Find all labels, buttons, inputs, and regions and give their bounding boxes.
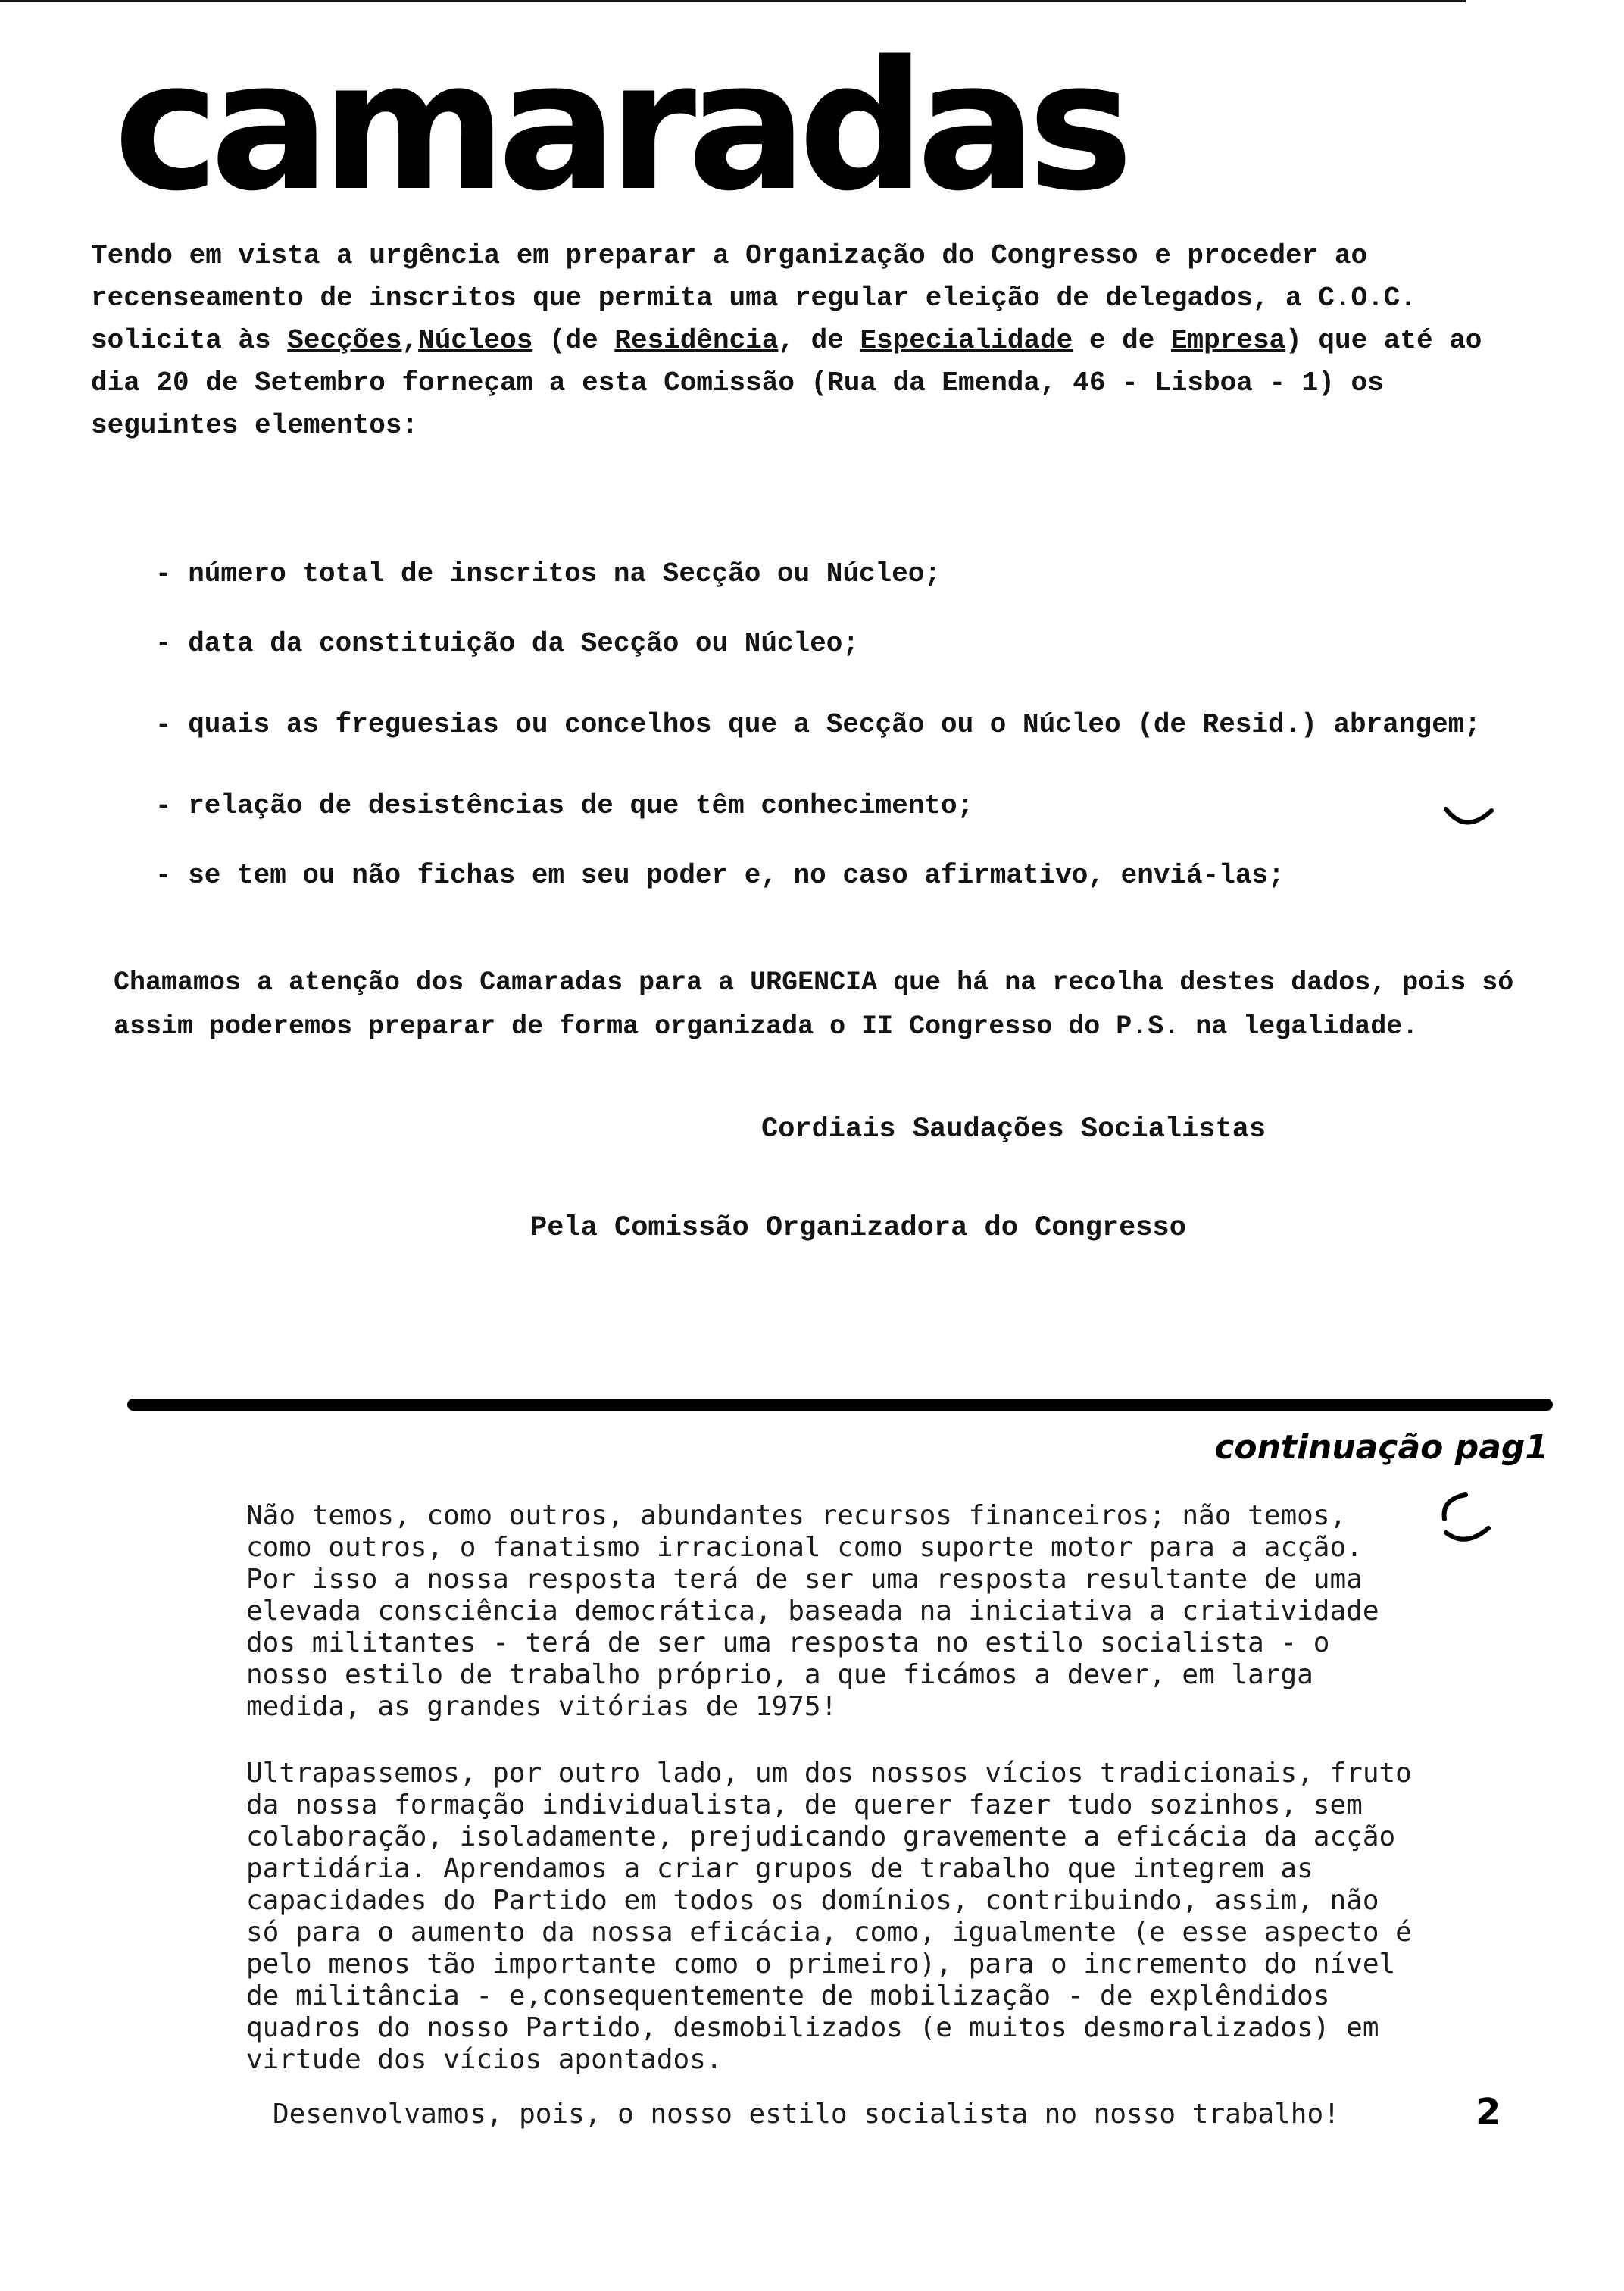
body-paragraph-2: Ultrapassemos, por outro lado, um dos nossos vícios tradicionais, fruto da nossa formação individualista, de querer fazer tudo sozinhos, sem colaboração, isoladamente, prejudicando gravemente a eficácia da acção partidária. Aprendamos a criar grupos de trabalho que integrem as capacidades do Partido em todos os domínios, contribuindo, assim, não só para o aumento da nossa eficácia, como, igualmente (e esse aspecto é pelo menos tão importante como o primeiro), para o incremento do nível de militância - e,consequentemente de mobilização - de explêndidos quadros do nosso Partido, desmobilizados (e muitos desmoralizados) em virtude dos vícios apontados. bbox=[246, 1758, 1412, 2075]
hand-drawn-curve-icon bbox=[1435, 1489, 1496, 1549]
call-paragraph: Chamamos a atenção dos Camaradas para a URGENCIA que há na recolha destes dados, pois só assim poderemos preparar de forma organizada o II Congresso do P.S. na legalidade. bbox=[114, 967, 1514, 1042]
list-item: - quais as freguesias ou concelhos que a Secção ou o Núcleo (de Resid.) abrangem; bbox=[155, 709, 1481, 740]
signature: Pela Comissão Organizadora do Congresso bbox=[530, 1212, 1186, 1244]
section-divider bbox=[127, 1399, 1553, 1411]
intro-text: Tendo em vista a urgência em preparar a Organização do Congresso e proceder ao recenseamento de inscritos que permita uma regular eleição de delegados, a C.O.C. solicita às bbox=[91, 240, 1416, 356]
list-item: - relação de desistências de que têm conhecimento; bbox=[155, 790, 974, 821]
intro-paragraph bbox=[91, 235, 1507, 447]
requested-elements-list bbox=[155, 553, 1549, 924]
link-residencia: Residência bbox=[614, 325, 779, 356]
top-rule bbox=[0, 0, 1466, 2]
link-seccoes: Secções bbox=[287, 325, 402, 356]
continuation-heading: continuação pag1 bbox=[1214, 1428, 1548, 1467]
body-paragraph-3: Desenvolvamos, pois, o nosso estilo socialista no nosso trabalho! bbox=[273, 2099, 1340, 2130]
intro-text: ) que até ao dia 20 de Setembro forneçam a esta Comissão (Rua da Emenda, 46 - Lisboa - 1) os seguintes elementos: bbox=[91, 325, 1482, 441]
intro-comma: , bbox=[401, 325, 419, 356]
page-title: camaradas bbox=[114, 23, 1125, 230]
greeting: Cordiais Saudações Socialistas bbox=[761, 1114, 1266, 1146]
link-empresa: Empresa bbox=[1170, 325, 1286, 356]
intro-text: , de bbox=[778, 325, 860, 356]
page-number: 2 bbox=[1476, 2091, 1501, 2133]
link-especialidade: Especialidade bbox=[860, 325, 1073, 356]
list-item: - data da constituição da Secção ou Núcleo; bbox=[155, 628, 859, 659]
link-nucleos: Núcleos bbox=[418, 325, 533, 356]
body-paragraph-1: Não temos, como outros, abundantes recursos financeiros; não temos, como outros, o fanatismo irracional como suporte motor para a acção. Por isso a nossa resposta terá de ser uma resposta resultante de uma elevada consciência democrática, baseada na iniciativa a criatividade dos militantes - terá de ser uma resposta no estilo socialista - o nosso estilo de trabalho próprio, a que ficámos a dever, em larga medida, as grandes vitórias de 1975! bbox=[246, 1500, 1379, 1722]
intro-text: (de bbox=[532, 325, 615, 356]
list-item: - número total de inscritos na Secção ou Núcleo; bbox=[155, 558, 941, 589]
intro-text: e de bbox=[1073, 325, 1171, 356]
hand-drawn-curve-icon bbox=[1443, 805, 1496, 832]
list-item: - se tem ou não fichas em seu poder e, no caso afirmativo, enviá-las; bbox=[155, 860, 1285, 891]
